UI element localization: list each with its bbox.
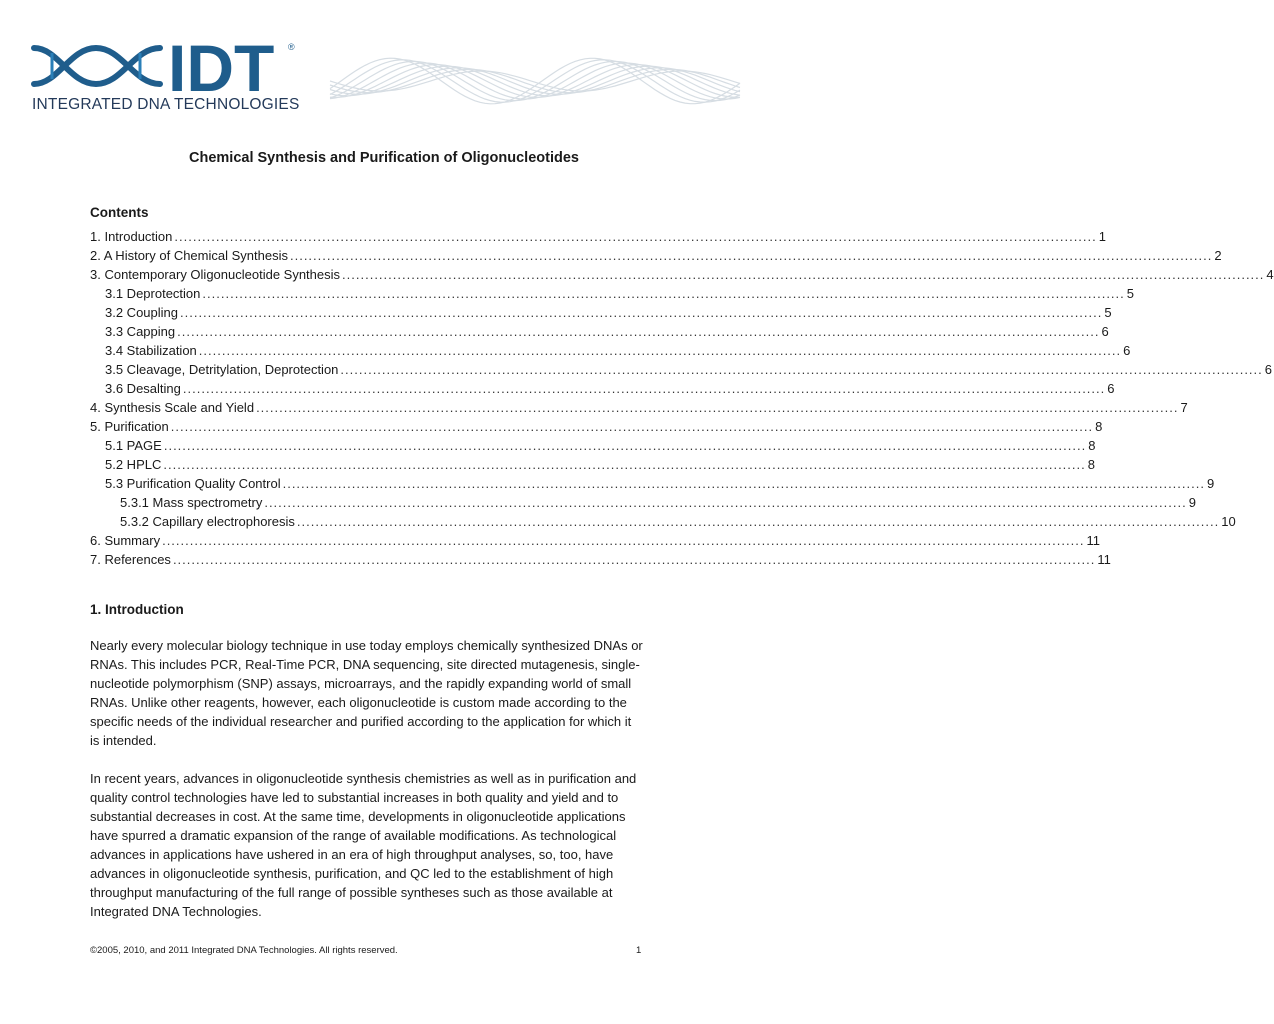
toc-entry[interactable]: 3. Contemporary Oligonucleotide Synthesis ........................................................................................................................................................................................................ 4 — [90, 267, 1274, 282]
toc-entry[interactable]: 3.5 Cleavage, Detritylation, Deprotection ........................................................................................................................................................................................................ 6 — [105, 362, 1273, 377]
toc-leader: ........................................................................................................................................................................................................ — [264, 495, 1187, 510]
toc-leader: ........................................................................................................................................................................................................ — [198, 343, 1122, 358]
toc-leader: ........................................................................................................................................................................................................ — [177, 324, 1100, 339]
intro-paragraph-1: Nearly every molecular biology technique in use today employs chemically synthesized DNAs or RNAs. This includes PCR, Real-Time PCR, DNA sequencing, site directed mutagenesis, single- nucleotide polymorphism (SNP) assays, microarrays, and the rapidly expanding world of small RNAs. Unlike other reagents, however, each oligonucleotide is custom made according to the specific needs of the individual researcher and purified according to the application for which it is intended. — [90, 638, 643, 748]
toc-entry[interactable]: 3.6 Desalting ........................................................................................................................................................................................................ 6 — [105, 381, 1115, 396]
company-name: INTEGRATED DNA TECHNOLOGIES — [32, 96, 300, 113]
toc-entry[interactable]: 6. Summary ........................................................................................................................................................................................................ 11 — [90, 533, 1100, 548]
toc-leader: ........................................................................................................................................................................................................ — [174, 229, 1097, 244]
toc-leader: ........................................................................................................................................................................................................ — [256, 400, 1179, 415]
wave-line — [330, 63, 740, 99]
intro-paragraph-2: In recent years, advances in oligonucleotide synthesis chemistries as well as in purification and quality control technologies have led to substantial increases in both quality and yield and to substantial decreases in cost. At the same time, developments in oligonucleotide applications have spurred a dramatic expansion of the range of available modifications. As technological advances in applications have ushered in an era of high throughput analyses, so, too, have advances in oligonucleotide synthesis, purification, and QC led to the establishment of high throughput manufacturing of the full range of possible syntheses such as those available at Integrated DNA Technologies. — [90, 771, 637, 919]
footer-page-number: 1 — [636, 945, 642, 956]
toc-entry[interactable]: 5.3.2 Capillary electrophoresis ........................................................................................................................................................................................................ 10 — [120, 514, 1236, 529]
toc-leader: ........................................................................................................................................................................................................ — [163, 438, 1087, 453]
toc-entry[interactable]: 3.3 Capping ........................................................................................................................................................................................................ 6 — [105, 324, 1109, 339]
contents-heading: Contents — [90, 205, 149, 220]
toc-entry[interactable]: 5.3.1 Mass spectrometry ........................................................................................................................................................................................................ 9 — [120, 495, 1196, 510]
toc-entry[interactable]: 7. References ........................................................................................................................................................................................................ 11 — [90, 552, 1111, 567]
document-title: Chemical Synthesis and Purification of Oligonucleotides — [189, 150, 579, 166]
toc-leader: ........................................................................................................................................................................................................ — [182, 381, 1106, 396]
footer-copyright: ©2005, 2010, and 2011 Integrated DNA Technologies. All rights reserved. — [90, 945, 398, 956]
toc-leader: ........................................................................................................................................................................................................ — [340, 362, 1263, 377]
toc-entry[interactable]: 3.4 Stabilization ........................................................................................................................................................................................................ 6 — [105, 343, 1131, 358]
toc-leader: ........................................................................................................................................................................................................ — [282, 476, 1205, 491]
toc-entry[interactable]: 4. Synthesis Scale and Yield ........................................................................................................................................................................................................ 7 — [90, 400, 1188, 415]
page-header — [30, 31, 740, 120]
toc-leader: ........................................................................................................................................................................................................ — [180, 305, 1103, 320]
section-heading-introduction: 1. Introduction — [90, 602, 184, 617]
toc-entry[interactable]: 5.3 Purification Quality Control ........................................................................................................................................................................................................ 9 — [105, 476, 1215, 491]
logo-text: IDT — [168, 31, 275, 105]
toc-leader: ........................................................................................................................................................................................................ — [202, 286, 1125, 301]
toc-leader: ........................................................................................................................................................................................................ — [342, 267, 1265, 282]
toc-leader: ........................................................................................................................................................................................................ — [162, 533, 1085, 548]
decorative-wave-graphic — [330, 46, 740, 116]
toc-entry[interactable]: 2. A History of Chemical Synthesis ........................................................................................................................................................................................................ 2 — [90, 248, 1222, 263]
toc-entry[interactable]: 5.1 PAGE ........................................................................................................................................................................................................ 8 — [105, 438, 1096, 453]
toc-entry[interactable]: 3.1 Deprotection ........................................................................................................................................................................................................ 5 — [105, 286, 1135, 301]
table-of-contents — [90, 227, 1274, 569]
toc-leader: ........................................................................................................................................................................................................ — [289, 248, 1213, 263]
toc-entry[interactable]: 5.2 HPLC ........................................................................................................................................................................................................ 8 — [105, 457, 1095, 472]
toc-leader: ........................................................................................................................................................................................................ — [170, 419, 1094, 434]
registered-mark: ® — [288, 42, 295, 52]
toc-leader: ........................................................................................................................................................................................................ — [296, 514, 1220, 529]
toc-leader: ........................................................................................................................................................................................................ — [172, 552, 1096, 567]
toc-entry[interactable]: 1. Introduction ........................................................................................................................................................................................................ 1 — [90, 229, 1106, 244]
toc-leader: ........................................................................................................................................................................................................ — [163, 457, 1086, 472]
toc-entry[interactable]: 3.2 Coupling ........................................................................................................................................................................................................ 5 — [105, 305, 1112, 320]
toc-entry[interactable]: 5. Purification ........................................................................................................................................................................................................ 8 — [90, 419, 1103, 434]
